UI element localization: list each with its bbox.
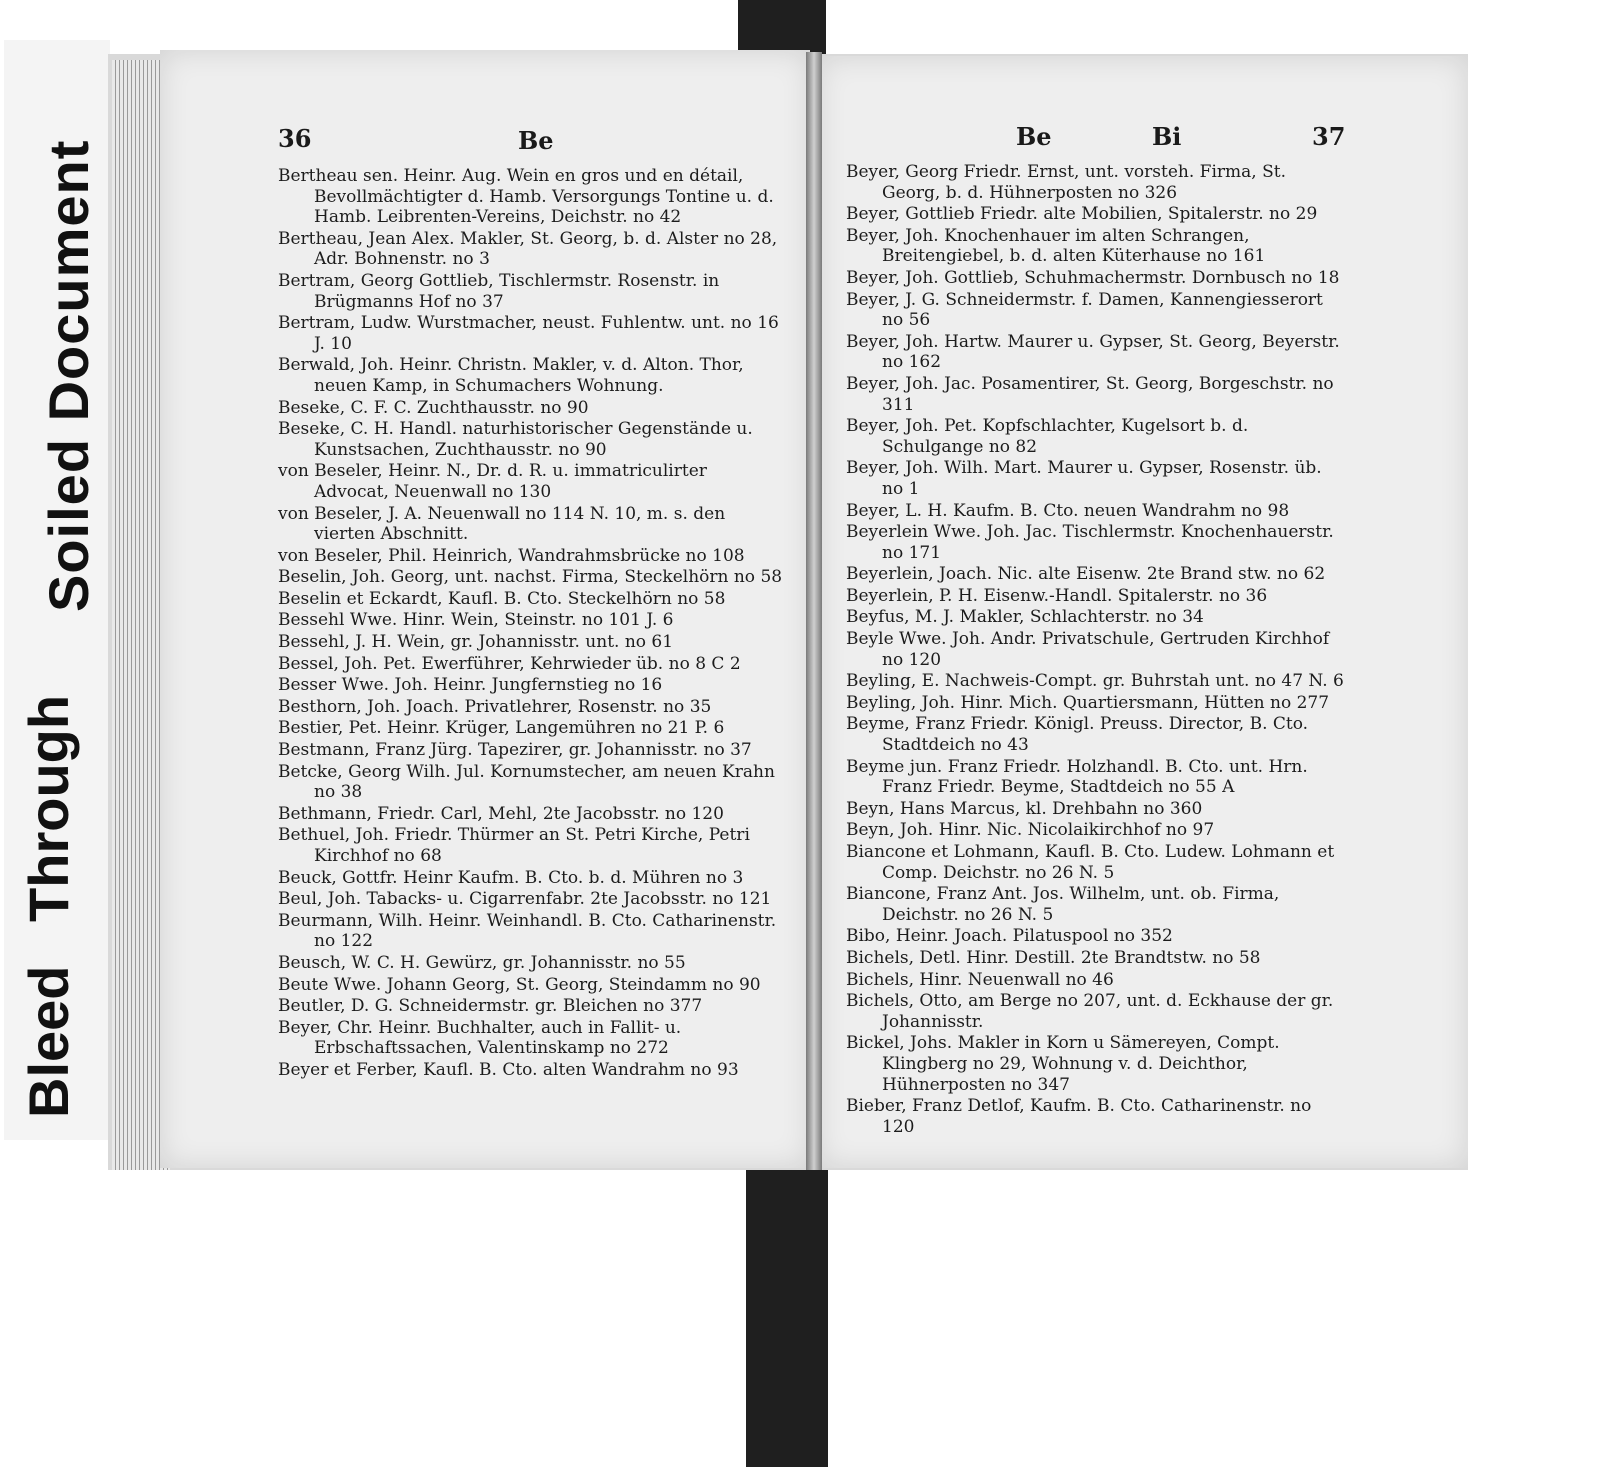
directory-entry: von Beseler, Phil. Heinrich, Wandrahmsbrücke no 108 [278, 545, 745, 566]
directory-entry: Beul, Joh. Tabacks- u. Cigarrenfabr. 2te Jacobsstr. no 121 [278, 889, 772, 910]
directory-entry: Beyer, Joh. Hartw. Maurer u. Gypser, St. Georg, Beyerstr. no 162 [846, 331, 1340, 373]
bleed-through-label: Bleed Through [17, 694, 80, 1118]
soiled-document-label: Soiled Document [37, 139, 100, 612]
directory-entry: Beyling, Joh. Hinr. Mich. Quartiersmann, Hütten no 277 [846, 692, 1330, 713]
directory-entry: Beurmann, Wilh. Heinr. Weinhandl. B. Cto. Catharinenstr. no 122 [278, 910, 777, 952]
directory-entry: Bessehl, J. H. Wein, gr. Johannisstr. unt. no 61 [278, 632, 674, 653]
left-page-header: Be [518, 126, 554, 155]
directory-entry: Betcke, Georg Wilh. Jul. Kornumstecher, am neuen Krahn no 38 [278, 761, 775, 803]
directory-entry: Besser Wwe. Joh. Heinr. Jungfernstieg no 16 [278, 675, 663, 696]
directory-entry: Beyn, Hans Marcus, kl. Drehbahn no 360 [846, 798, 1203, 819]
directory-entry: Bertram, Ludw. Wurstmacher, neust. Fuhlentw. unt. no 16 J. 10 [278, 313, 779, 354]
directory-entry: Beyer, Joh. Knochenhauer im alten Schrangen, Breitengiebel, b. d. alten Küterhause no 161 [846, 225, 1266, 267]
directory-entry: Beyer, Chr. Heinr. Buchhalter, auch in Fallit- u. Erbschaftssachen, Valentinskamp no 272 [278, 1017, 682, 1059]
directory-entry: Biancone, Franz Ant. Jos. Wilhelm, unt. ob. Firma, Deichstr. no 26 N. 5 [846, 884, 1280, 925]
directory-entry: Beselin et Eckardt, Kaufl. B. Cto. Steckelhörn no 58 [278, 588, 726, 609]
directory-entry: Beyer, Gottlieb Friedr. alte Mobilien, Spitalerstr. no 29 [846, 204, 1318, 225]
book-gutter [806, 52, 822, 1170]
directory-entry: Bessehl Wwe. Hinr. Wein, Steinstr. no 101 J. 6 [278, 610, 674, 631]
directory-entry: Bickel, Johs. Makler in Korn u Sämereyen, Compt. Klingberg no 29, Wohnung v. d. Deichthor, Hühnerposten no 347 [846, 1033, 1280, 1095]
directory-entry: Bethuel, Joh. Friedr. Thürmer an St. Petri Kirche, Petri Kirchhof no 68 [278, 825, 750, 866]
directory-entry: Beyer et Ferber, Kaufl. B. Cto. alten Wandrahm no 93 [278, 1059, 739, 1080]
left-page-number: 36 [278, 124, 312, 153]
directory-entry: Bethmann, Friedr. Carl, Mehl, 2te Jacobsstr. no 120 [278, 803, 724, 824]
directory-entry: Bichels, Detl. Hinr. Destill. 2te Brandtstw. no 58 [846, 947, 1261, 968]
directory-entry: Bertheau sen. Heinr. Aug. Wein en gros und en détail, Bevollmächtigter d. Hamb. Versorgungs Tontine u. d. Hamb. Leibrenten-Vereins, Deichstr. no 42 [278, 166, 774, 228]
directory-entry: Bestier, Pet. Heinr. Krüger, Langemühren no 21 P. 6 [278, 718, 725, 739]
directory-entry: Beseke, C. H. Handl. naturhistorischer Gegenstände u. Kunstsachen, Zuchthausstr. no 90 [278, 419, 753, 460]
book-spine-bottom [746, 1150, 828, 1467]
directory-entry: Beyling, E. Nachweis-Compt. gr. Buhrstah unt. no 47 N. 6 [846, 671, 1344, 692]
directory-entry: Bestmann, Franz Jürg. Tapezirer, gr. Johannisstr. no 37 [278, 740, 752, 761]
directory-entry: Bichels, Hinr. Neuenwall no 46 [846, 969, 1114, 990]
directory-entry: Beyer, Joh. Pet. Kopfschlachter, Kugelsort b. d. Schulgange no 82 [846, 416, 1249, 457]
directory-entry: Beyn, Joh. Hinr. Nic. Nicolaikirchhof no 97 [846, 820, 1215, 841]
directory-entry: Beuck, Gottfr. Heinr Kaufm. B. Cto. b. d. Mühren no 3 [278, 867, 744, 888]
left-entry-list [278, 166, 786, 1082]
directory-entry: Beyerlein, P. H. Eisenw.-Handl. Spitalerstr. no 36 [846, 585, 1268, 606]
directory-entry: Beyfus, M. J. Makler, Schlachterstr. no 34 [846, 607, 1204, 628]
directory-entry: Beyer, Joh. Jac. Posamentirer, St. Georg, Borgeschstr. no 311 [846, 373, 1334, 415]
directory-entry: Bibo, Heinr. Joach. Pilatuspool no 352 [846, 926, 1173, 947]
directory-entry: Beyme, Franz Friedr. Königl. Preuss. Director, B. Cto. Stadtdeich no 43 [846, 714, 1309, 756]
directory-entry: von Beseler, J. A. Neuenwall no 114 N. 10, m. s. den vierten Abschnitt. [278, 503, 726, 545]
directory-entry: Beyer, J. G. Schneidermstr. f. Damen, Kannengiesserort no 56 [846, 289, 1323, 331]
directory-entry: Bieber, Franz Detlof, Kaufm. B. Cto. Catharinenstr. no 120 [846, 1096, 1312, 1137]
right-page-number: 37 [1312, 122, 1346, 151]
directory-entry: Besthorn, Joh. Joach. Privatlehrer, Rosenstr. no 35 [278, 696, 712, 717]
directory-entry: Biancone et Lohmann, Kaufl. B. Cto. Ludew. Lohmann et Comp. Deichstr. no 26 N. 5 [846, 842, 1335, 883]
directory-entry: Bichels, Otto, am Berge no 207, unt. d. Eckhause der gr. Johannisstr. [846, 991, 1334, 1032]
directory-entry: Beyer, L. H. Kaufm. B. Cto. neuen Wandrahm no 98 [846, 500, 1290, 521]
directory-entry: Beyer, Joh. Gottlieb, Schuhmachermstr. Dornbusch no 18 [846, 267, 1340, 288]
directory-entry: Berwald, Joh. Heinr. Christn. Makler, v. d. Alton. Thor, neuen Kamp, in Schumachers Wohnung. [278, 355, 744, 396]
right-entry-list [846, 162, 1346, 1138]
directory-entry: Beyerlein Wwe. Joh. Jac. Tischlermstr. Knochenhauerstr. no 171 [846, 522, 1334, 563]
directory-entry: Beyer, Georg Friedr. Ernst, unt. vorsteh. Firma, St. Georg, b. d. Hühnerposten no 326 [846, 162, 1286, 203]
directory-entry: Bertram, Georg Gottlieb, Tischlermstr. Rosenstr. in Brügmanns Hof no 37 [278, 270, 720, 312]
directory-entry: Beseke, C. F. C. Zuchthausstr. no 90 [278, 397, 589, 418]
directory-entry: Beselin, Joh. Georg, unt. nachst. Firma, Steckelhörn no 58 [278, 567, 783, 588]
directory-entry: Beyerlein, Joach. Nic. alte Eisenw. 2te Brand stw. no 62 [846, 564, 1326, 585]
directory-entry: von Beseler, Heinr. N., Dr. d. R. u. immatriculirter Advocat, Neuenwall no 130 [278, 461, 707, 502]
directory-entry: Beutler, D. G. Schneidermstr. gr. Bleichen no 377 [278, 996, 703, 1017]
side-label-strip [0, 0, 110, 1467]
directory-entry: Beusch, W. C. H. Gewürz, gr. Johannisstr. no 55 [278, 952, 686, 973]
directory-entry: Bessel, Joh. Pet. Ewerführer, Kehrwieder üb. no 8 C 2 [278, 653, 741, 674]
directory-entry: Beute Wwe. Johann Georg, St. Georg, Steindamm no 90 [278, 974, 761, 995]
directory-entry: Bertheau, Jean Alex. Makler, St. Georg, b. d. Alster no 28, Adr. Bohnenstr. no 3 [278, 228, 778, 270]
right-page-header-right: Bi [1152, 122, 1182, 151]
directory-entry: Beyme jun. Franz Friedr. Holzhandl. B. Cto. unt. Hrn. Franz Friedr. Beyme, Stadtdeich no 55 A [846, 756, 1308, 798]
directory-entry: Beyer, Joh. Wilh. Mart. Maurer u. Gypser, Rosenstr. üb. no 1 [846, 458, 1322, 499]
directory-entry: Beyle Wwe. Joh. Andr. Privatschule, Gertruden Kirchhof no 120 [846, 629, 1330, 670]
right-page-header-left: Be [1016, 122, 1052, 151]
